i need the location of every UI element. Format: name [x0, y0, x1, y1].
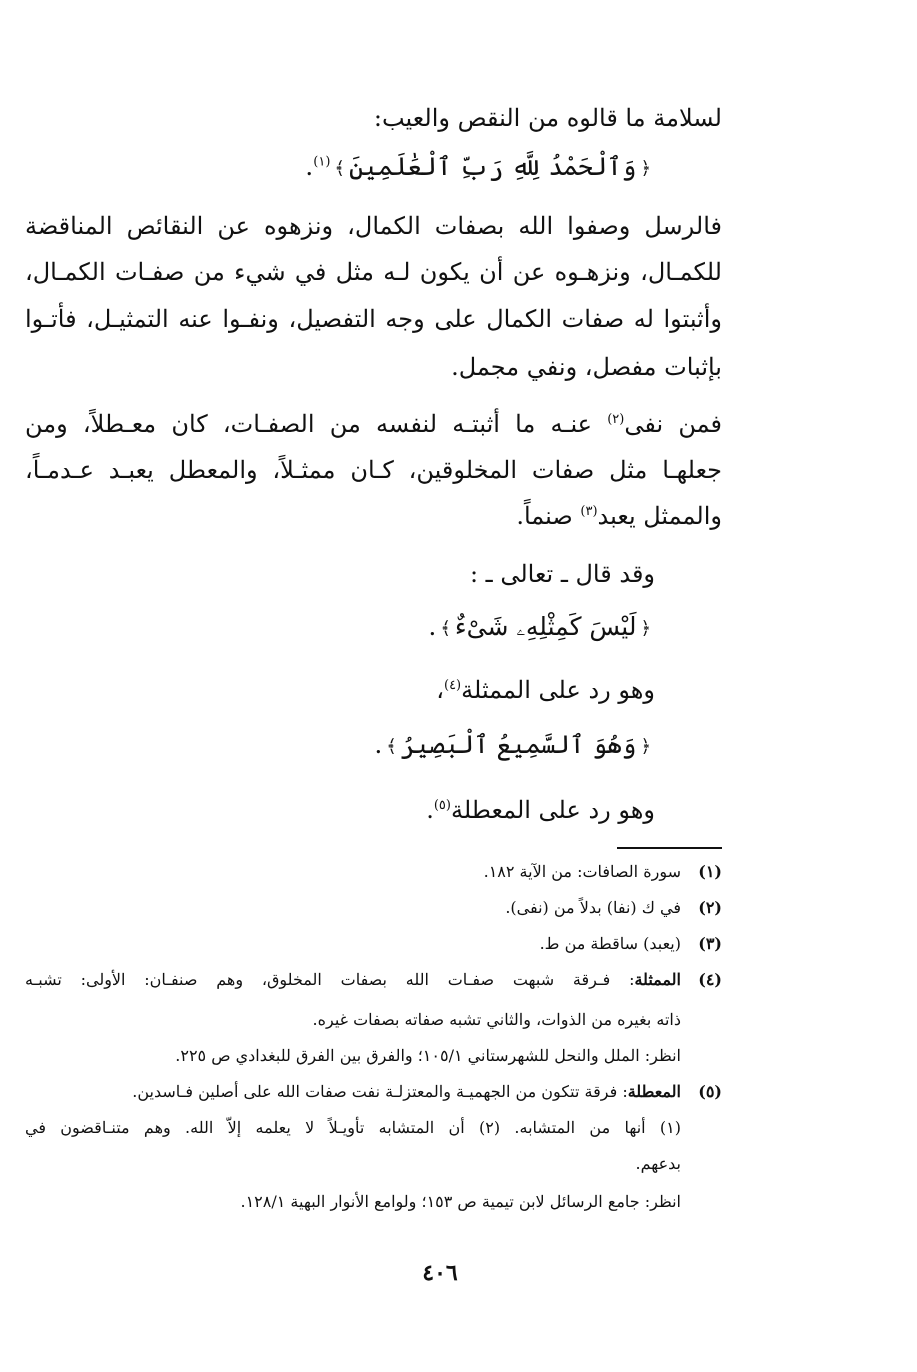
verse-tail: . [374, 730, 383, 759]
footnote-ref: (٣) [580, 504, 598, 519]
verse-text: لَيْسَ كَمِثْلِهِۦ شَىْءٌ [454, 612, 637, 641]
paragraph-line [25, 305, 722, 334]
ornate-bracket-open: ﴿ [640, 617, 651, 639]
footnote-text: في ك (نفا) بدلاً من (نفى). [505, 898, 681, 917]
line-text: وهو رد على المعطلة [450, 796, 655, 824]
footnote-ref: (١) [313, 154, 331, 170]
paragraph-line [25, 258, 722, 287]
ornate-bracket-open: ﴿ [640, 157, 651, 179]
line-text: ، [436, 676, 444, 704]
ornate-bracket-close: ﴾ [334, 157, 345, 179]
ornate-bracket-close: ﴾ [386, 735, 397, 757]
page-number: ٤٠٦ [422, 1260, 458, 1286]
footnote-line: : فـرقة شبهت صفـات الله بصفات المخلوق، وهم صنفـان: الأولى: تشبـه [25, 970, 635, 989]
line-text: والممثل يعبد [597, 502, 722, 530]
paragraph-line [22, 353, 722, 382]
quran-verse-1 [35, 152, 655, 182]
verse-text: وَهُوَ ٱلسَّمِيعُ ٱلْبَصِيرُ [400, 730, 637, 759]
footnote-line: انظر: جامع الرسائل لابن تيمية ص ١٥٣؛ ولوامع الأنوار البهية ١٢٨/١. [240, 1192, 681, 1211]
footnote-text [25, 970, 681, 989]
line-text: وقد قال ـ تعالى ـ : [469, 560, 655, 588]
verse-tail: . [305, 152, 314, 181]
footnote-line: (١) أنها من المتشابه. (٢) أن المتشابه تأويـلاً لا يعلمه إلاّ الله. وهم متنـاقضون في [25, 1118, 682, 1137]
footnote-term: الممثلة [634, 970, 681, 989]
footnote-number: (٤) [698, 970, 722, 989]
line-text: فالرسل وصفوا الله بصفات الكمال، ونزهوه عن النقائص المناقضة [25, 212, 722, 240]
paragraph-line [25, 456, 722, 485]
footnote-line: بدعهم. [635, 1154, 681, 1173]
paragraph-line [25, 212, 722, 241]
line-text: عنـه ما أثبتـه لنفسه من الصفـات، كان معـطلاً، ومن [25, 410, 608, 438]
verse-text: وَٱلْحَمْدُ لِلَّهِ رَبِّ ٱلْعَٰلَمِينَ [348, 152, 637, 181]
footnote-number: (٢) [698, 898, 722, 917]
footnote-number: (٥) [698, 1082, 722, 1101]
line-text: وأثبتوا له صفات الكمال على وجه التفصيل، ونفـوا عنه التمثيـل، فأتـوا [25, 305, 722, 333]
paragraph-line [25, 410, 722, 439]
footnote-text: (يعبد) ساقطة من ط. [539, 934, 681, 953]
footnote-ref: (٥) [433, 798, 451, 813]
text-line [202, 104, 722, 133]
text-line [35, 796, 655, 825]
verse-tail: . [428, 612, 437, 641]
footnote-text [132, 1082, 681, 1101]
text-line [35, 676, 655, 705]
line-text: لسلامة ما قالوه من النقص والعيب: [373, 104, 722, 132]
line-text: فمن نفى [624, 410, 723, 438]
footnote-line: ذاته بغيره من الذوات، والثاني تشبه صفاته بصفات غيره. [312, 1010, 681, 1029]
text-line [35, 560, 655, 589]
line-text: . [426, 796, 434, 824]
line-text: جعلهـا مثل صفات المخلوقين، كـان ممثـلاً، والمعطل يعبـد عـدمـاً، [25, 456, 722, 484]
line-text: وهو رد على الممثلة [461, 676, 655, 704]
quran-verse-2 [35, 612, 655, 642]
paragraph-line [22, 502, 722, 531]
ornate-bracket-close: ﴾ [440, 617, 451, 639]
footnote-ref: (٤) [443, 678, 462, 693]
line-text: صنماً. [516, 502, 581, 530]
line-text: للكمـال، ونزهـوه عن أن يكون لـه مثل في شيء من صفـات الكمـال، [25, 258, 722, 286]
footnote-line: : فرقة تتكون من الجهميـة والمعتزلـة نفت صفات الله على أصلين فـاسدين. [132, 1082, 628, 1101]
footnote-number: (١) [698, 862, 722, 881]
quran-verse-3 [35, 730, 655, 760]
line-text: بإثبات مفصل، ونفي مجمل. [451, 353, 722, 381]
footnote-number: (٣) [698, 934, 722, 953]
footnote-term: المعطلة [627, 1082, 681, 1101]
footnote-line: انظر: الملل والنحل للشهرستاني ١٠٥/١؛ والفرق بين الفرق للبغدادي ص ٢٢٥. [175, 1046, 681, 1065]
footnote-separator [617, 847, 722, 849]
ornate-bracket-open: ﴿ [640, 735, 651, 757]
footnote-text: سورة الصافات: من الآية ١٨٢. [483, 862, 681, 881]
footnote-ref: (٢) [607, 412, 625, 427]
